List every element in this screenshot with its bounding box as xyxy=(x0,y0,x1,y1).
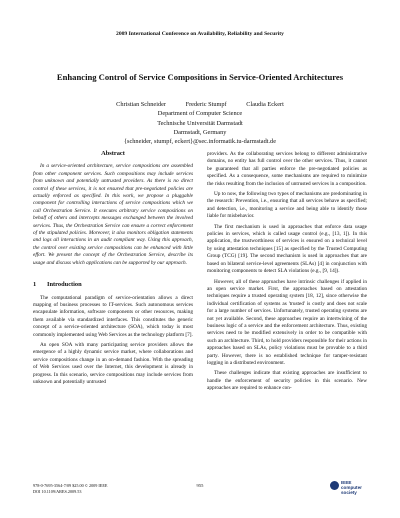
logo-text xyxy=(341,480,362,495)
affiliation-line: Darmstadt, Germany xyxy=(173,128,227,136)
body-paragraph: providers. As the collaborating services belong to different administrative domains, no entity has full control over the other services. Thus, it cannot be guaranteed that all parties enforce the pre-negotiated policies as specified. As a consequence, some mechanisms are required to minimize the risks resulting from the inclusion of untrusted services in a composition. xyxy=(207,151,367,187)
doi-line: DOI 10.1109/ARES.2009.53 xyxy=(33,489,82,494)
body-paragraph: The first mechanism is used in approaches that enforce data usage policies in services, which is called usage control (e.g., [13, 1]). In this application, the trustworthiness of services is ensured on a technical level by using attestation techniques [15] as specified by the Trusted Computing Group (TCG) [19]. The second mechanism is used in approaches that are based on bilateral service-level agreements (SLAs) [4] in conjunction with monitoring components to detect SLA violations (e.g., [9, 14]). xyxy=(207,223,367,275)
body-paragraph: An open SOA with many participating service providers allows the emergence of a highly dynamic service market, where collaborations and service compositions change in an on-demand fashion. With the spreading of Web Services used over the Internet, this development is already in progress. In this scenario, service compositions may include services from unknown and potentially untrusted xyxy=(33,341,193,385)
author-name: Frederic Stumpf xyxy=(185,101,227,108)
author-block xyxy=(0,100,400,146)
abstract-text: In a service-oriented architecture, service compositions are assembled from other component services. Such compositions may include services from unknown and potentially untrusted providers. As there is no direct control of these services, it is not ensured that pre-negotiated policies are actually enforced as specified. In this work, we propose a pluggable component for controlling interactions of service compositions which we call Orchestration Service. It executes arbitrary service compositions on behalf of others and intercepts messages exchanged between the involved services. Thus, the Orchestration Service can ensure a correct enforcement of the stipulated policies. Moreover, it also monitors obligation statements and logs all interactions in an audit compliant way. Using this approach, the control over existing service compositions can be enhanced with little effort. We present the concept of the Orchestration Service, describe its usage and discuss which applications can be supported by our approach. xyxy=(33,163,193,266)
paper-title: Enhancing Control of Service Compositions in Service-Oriented Architectures xyxy=(56,72,344,82)
page-number: 955 xyxy=(196,483,204,488)
logo-mark-icon xyxy=(330,481,339,490)
body-paragraph: However, all of these approaches have intrinsic challenges if applied in an open service market. First, the approaches based on attestation techniques require a trusted operating system [18, 12], since otherwise the individual certification of systems as 'trusted' is costly and does not scale for a large number of services. Unfortunately, trusted operating systems are not yet available. Second, these approaches require an intertwining of the business logic of a service and the enforcement architecture. Thus, existing services need to be modified extensively in order to be compatible with such an architecture. Third, to hold providers responsible for their actions in approaches based on SLAs, policy violations must be provable to a third party. However, there is no established technique for tamper-resistant logging in a distributed environment. xyxy=(207,278,367,366)
affiliation-line: Technische Universität Darmstadt xyxy=(157,119,243,127)
logo-line: computer xyxy=(341,485,362,490)
ieee-computer-society-logo xyxy=(330,479,368,495)
author-name: Christian Schneider xyxy=(116,101,166,108)
body-paragraph: These challenges indicate that existing approaches are insufficient to handle the enforcement of security policies in this scenario. New approaches are required to enhance con- xyxy=(207,370,367,392)
logo-line: society xyxy=(341,490,357,495)
body-paragraph: Up to now, the following two types of mechanisms are predominating in the research: Prevention, i.e., ensuring that all services behave as specified; and detection, i.e., monitoring a service and being able to identify those liable for misbehavior. xyxy=(207,191,367,220)
author-emails: {schneider, stumpf, eckert}@sec.informatik.tu-darmstadt.de xyxy=(124,138,276,146)
section-title: Introduction xyxy=(47,281,82,289)
left-column xyxy=(33,150,193,389)
copyright-line: 978-0-7695-3564-7/09 $25.00 © 2009 IEEE xyxy=(33,483,108,488)
abstract-heading: Abstract xyxy=(101,150,125,157)
logo-line: IEEE xyxy=(341,480,352,485)
body-paragraph: The computational paradigm of service-orientation allows a direct mapping of business processes to IT-services. Such autonomous services encapsulate information, software components or other resources, making them available via standardized interfaces. This constitutes the generic concept of a service-oriented architecture (SOA), which today is most commonly implemented using Web Services as the technology platform [7]. xyxy=(33,294,193,338)
right-column xyxy=(207,151,367,396)
section-heading xyxy=(33,281,193,288)
author-names xyxy=(0,100,400,109)
conference-name: 2009 International Conference on Availability, Reliability and Security xyxy=(116,31,284,37)
section-number: 1 xyxy=(33,281,37,289)
author-name: Claudia Eckert xyxy=(246,101,284,108)
affiliation-line: Department of Computer Science xyxy=(157,110,243,118)
